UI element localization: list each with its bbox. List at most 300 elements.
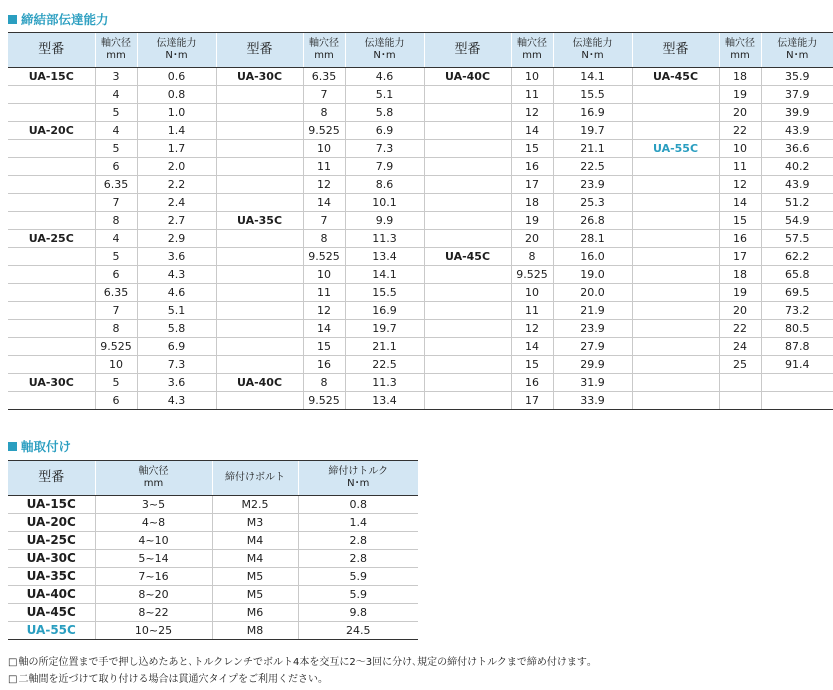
- table-row: [8, 140, 833, 158]
- bore-cell: 10: [719, 140, 761, 158]
- transmission-capacity-table: [8, 32, 833, 410]
- model-cell: [424, 302, 511, 320]
- torque-cell: 16.0: [553, 248, 632, 266]
- col-model: 型番: [424, 33, 511, 68]
- model-cell: UA-45C: [424, 248, 511, 266]
- model-cell: UA-45C: [632, 68, 719, 86]
- torque-cell: 5.9: [298, 568, 418, 586]
- bore-cell: 19: [719, 86, 761, 104]
- bore-cell: 3: [95, 68, 137, 86]
- bore-cell: 14: [303, 320, 345, 338]
- torque-cell: 8.6: [345, 176, 424, 194]
- table-row: [8, 266, 833, 284]
- torque-cell: 14.1: [345, 266, 424, 284]
- model-cell: UA-30C: [8, 550, 95, 568]
- model-cell: [216, 266, 303, 284]
- bore-cell: 5: [95, 140, 137, 158]
- torque-cell: 35.9: [761, 68, 833, 86]
- torque-cell: 21.9: [553, 302, 632, 320]
- model-cell: [8, 320, 95, 338]
- bore-cell: 12: [511, 320, 553, 338]
- bore-cell: 16: [511, 158, 553, 176]
- model-cell: [216, 320, 303, 338]
- torque-cell: 13.4: [345, 392, 424, 410]
- bore-cell: 6.35: [95, 284, 137, 302]
- bore-cell: [719, 374, 761, 392]
- col-bore: 軸穴径 mm: [95, 33, 137, 68]
- bore-cell: 17: [511, 176, 553, 194]
- torque-cell: 7.9: [345, 158, 424, 176]
- notes: [8, 654, 592, 688]
- model-cell: [632, 104, 719, 122]
- model-cell: [424, 230, 511, 248]
- bolt-cell: M3: [212, 514, 298, 532]
- bore-cell: 12: [303, 302, 345, 320]
- bore-cell: 16: [719, 230, 761, 248]
- bore-cell: 19: [511, 212, 553, 230]
- bolt-cell: M4: [212, 532, 298, 550]
- bolt-cell: M5: [212, 568, 298, 586]
- bore-cell: 7: [95, 302, 137, 320]
- model-cell: [8, 284, 95, 302]
- bore-cell: 5~14: [95, 550, 212, 568]
- model-cell: [8, 104, 95, 122]
- model-cell: [424, 176, 511, 194]
- bore-cell: 18: [511, 194, 553, 212]
- bolt-cell: M8: [212, 622, 298, 640]
- torque-cell: 7.3: [345, 140, 424, 158]
- torque-cell: 69.5: [761, 284, 833, 302]
- bore-cell: 8: [303, 374, 345, 392]
- table-row: [8, 622, 418, 640]
- torque-cell: 9.8: [298, 604, 418, 622]
- table-row: [8, 158, 833, 176]
- torque-cell: 73.2: [761, 302, 833, 320]
- model-cell: UA-20C: [8, 122, 95, 140]
- model-cell: [424, 212, 511, 230]
- model-cell: [216, 392, 303, 410]
- torque-cell: 5.8: [137, 320, 216, 338]
- model-cell: [8, 194, 95, 212]
- model-cell: [216, 248, 303, 266]
- model-cell: [424, 158, 511, 176]
- section1-title: 締結部伝達能力: [8, 10, 109, 28]
- bore-cell: 9.525: [303, 248, 345, 266]
- torque-cell: 20.0: [553, 284, 632, 302]
- torque-cell: 19.7: [345, 320, 424, 338]
- col-torque: 伝達能力 N･m: [345, 33, 424, 68]
- bore-cell: 11: [511, 302, 553, 320]
- torque-cell: 19.0: [553, 266, 632, 284]
- torque-cell: 15.5: [553, 86, 632, 104]
- table-row: [8, 356, 833, 374]
- col-torque: 締付けトルク N･m: [298, 461, 418, 496]
- torque-cell: 5.8: [345, 104, 424, 122]
- bore-cell: 6: [95, 392, 137, 410]
- model-cell: [424, 266, 511, 284]
- bore-cell: 8: [511, 248, 553, 266]
- torque-cell: 6.9: [137, 338, 216, 356]
- bore-cell: 5: [95, 374, 137, 392]
- table-row: [8, 122, 833, 140]
- square-bullet-icon: [8, 442, 17, 451]
- col-model: 型番: [632, 33, 719, 68]
- model-cell: [424, 104, 511, 122]
- model-cell: [8, 302, 95, 320]
- model-cell: UA-40C: [216, 374, 303, 392]
- table-row: [8, 586, 418, 604]
- model-cell: UA-35C: [8, 568, 95, 586]
- bolt-cell: M4: [212, 550, 298, 568]
- table-row: [8, 176, 833, 194]
- torque-cell: 14.1: [553, 68, 632, 86]
- bore-cell: 4: [95, 86, 137, 104]
- table-row: [8, 514, 418, 532]
- torque-cell: [761, 374, 833, 392]
- table-row: [8, 284, 833, 302]
- torque-cell: 25.3: [553, 194, 632, 212]
- table-row: [8, 248, 833, 266]
- model-cell: UA-40C: [8, 586, 95, 604]
- bore-cell: 16: [511, 374, 553, 392]
- table-row: [8, 568, 418, 586]
- torque-cell: 4.3: [137, 392, 216, 410]
- col-torque: 伝達能力 N･m: [137, 33, 216, 68]
- bore-cell: 12: [511, 104, 553, 122]
- bore-cell: 15: [303, 338, 345, 356]
- torque-cell: 21.1: [553, 140, 632, 158]
- model-cell: [8, 86, 95, 104]
- torque-cell: 1.0: [137, 104, 216, 122]
- bore-cell: 10: [303, 266, 345, 284]
- bore-cell: 6: [95, 158, 137, 176]
- bore-cell: 10: [511, 68, 553, 86]
- model-cell: [632, 248, 719, 266]
- torque-cell: 4.3: [137, 266, 216, 284]
- model-cell: UA-15C: [8, 68, 95, 86]
- model-cell: [632, 284, 719, 302]
- bore-cell: 10~25: [95, 622, 212, 640]
- bore-cell: 14: [719, 194, 761, 212]
- model-cell: [632, 302, 719, 320]
- bore-cell: 19: [719, 284, 761, 302]
- torque-cell: 2.0: [137, 158, 216, 176]
- torque-cell: 33.9: [553, 392, 632, 410]
- bore-cell: 4~8: [95, 514, 212, 532]
- table-row: [8, 68, 833, 86]
- torque-cell: 16.9: [345, 302, 424, 320]
- bore-cell: 14: [511, 122, 553, 140]
- bore-cell: 8: [95, 212, 137, 230]
- bore-cell: 10: [95, 356, 137, 374]
- model-cell: [632, 356, 719, 374]
- bore-cell: 12: [303, 176, 345, 194]
- torque-cell: 11.3: [345, 230, 424, 248]
- torque-cell: 6.9: [345, 122, 424, 140]
- col-bore: 軸穴径 mm: [511, 33, 553, 68]
- bore-cell: 11: [303, 158, 345, 176]
- model-cell: UA-55C: [8, 622, 95, 640]
- torque-cell: 0.8: [137, 86, 216, 104]
- table-row: [8, 320, 833, 338]
- torque-cell: 13.4: [345, 248, 424, 266]
- col-model: 型番: [216, 33, 303, 68]
- table-row: [8, 392, 833, 410]
- model-cell: [632, 212, 719, 230]
- bore-cell: 7: [95, 194, 137, 212]
- bore-cell: 20: [511, 230, 553, 248]
- torque-cell: 2.8: [298, 550, 418, 568]
- torque-cell: 2.2: [137, 176, 216, 194]
- model-cell: UA-35C: [216, 212, 303, 230]
- torque-cell: 2.4: [137, 194, 216, 212]
- col-bore: 軸穴径 mm: [95, 461, 212, 496]
- bore-cell: 12: [719, 176, 761, 194]
- torque-cell: 2.7: [137, 212, 216, 230]
- model-cell: [216, 104, 303, 122]
- bore-cell: 11: [719, 158, 761, 176]
- col-bore: 軸穴径 mm: [719, 33, 761, 68]
- bore-cell: 5: [95, 104, 137, 122]
- square-bullet-icon: [8, 15, 17, 24]
- torque-cell: 27.9: [553, 338, 632, 356]
- bore-cell: 15: [719, 212, 761, 230]
- torque-cell: 80.5: [761, 320, 833, 338]
- model-cell: [632, 158, 719, 176]
- table-row: [8, 194, 833, 212]
- bore-cell: 3~5: [95, 496, 212, 514]
- bore-cell: 16: [303, 356, 345, 374]
- torque-cell: 4.6: [345, 68, 424, 86]
- model-cell: [8, 140, 95, 158]
- model-cell: [632, 320, 719, 338]
- col-bolt: 締付けボルト: [212, 461, 298, 496]
- model-cell: UA-30C: [216, 68, 303, 86]
- bore-cell: 22: [719, 320, 761, 338]
- bore-cell: 4~10: [95, 532, 212, 550]
- bore-cell: 10: [303, 140, 345, 158]
- bore-cell: 6.35: [95, 176, 137, 194]
- torque-cell: 43.9: [761, 176, 833, 194]
- table-row: [8, 302, 833, 320]
- bore-cell: 25: [719, 356, 761, 374]
- note-1: □ 軸の所定位置まで手で押し込めたあと､トルクレンチでボルト4本を交互に2～3回に分け､規定の締付けトルクまで締め付けます｡: [8, 654, 592, 671]
- bore-cell: [719, 392, 761, 410]
- model-cell: [216, 158, 303, 176]
- model-cell: [8, 266, 95, 284]
- table-row: [8, 86, 833, 104]
- torque-cell: 65.8: [761, 266, 833, 284]
- bore-cell: 24: [719, 338, 761, 356]
- model-cell: [8, 392, 95, 410]
- torque-cell: 10.1: [345, 194, 424, 212]
- model-cell: [216, 338, 303, 356]
- table-row: [8, 496, 418, 514]
- model-cell: [216, 176, 303, 194]
- torque-cell: 1.7: [137, 140, 216, 158]
- bore-cell: 8: [303, 104, 345, 122]
- model-cell: UA-25C: [8, 532, 95, 550]
- torque-cell: [761, 392, 833, 410]
- model-cell: [424, 122, 511, 140]
- bore-cell: 4: [95, 122, 137, 140]
- table-row: [8, 212, 833, 230]
- torque-cell: 1.4: [137, 122, 216, 140]
- model-cell: [216, 230, 303, 248]
- bore-cell: 7: [303, 212, 345, 230]
- torque-cell: 23.9: [553, 176, 632, 194]
- model-cell: [632, 86, 719, 104]
- model-cell: [632, 176, 719, 194]
- table-header-row: [8, 33, 833, 68]
- torque-cell: 16.9: [553, 104, 632, 122]
- mounting-table: [8, 460, 418, 640]
- model-cell: [424, 284, 511, 302]
- torque-cell: 24.5: [298, 622, 418, 640]
- bore-cell: 11: [511, 86, 553, 104]
- model-cell: UA-45C: [8, 604, 95, 622]
- model-cell: [632, 194, 719, 212]
- bore-cell: 18: [719, 68, 761, 86]
- torque-cell: 0.8: [298, 496, 418, 514]
- bore-cell: 9.525: [511, 266, 553, 284]
- table-header-row: [8, 461, 418, 496]
- model-cell: [8, 248, 95, 266]
- model-cell: [216, 122, 303, 140]
- torque-cell: 31.9: [553, 374, 632, 392]
- model-cell: [8, 212, 95, 230]
- bore-cell: 7: [303, 86, 345, 104]
- col-model: 型番: [8, 461, 95, 496]
- model-cell: [8, 176, 95, 194]
- model-cell: [424, 356, 511, 374]
- model-cell: [8, 338, 95, 356]
- table-row: [8, 338, 833, 356]
- table-row: [8, 550, 418, 568]
- model-cell: [424, 338, 511, 356]
- bore-cell: 9.525: [95, 338, 137, 356]
- torque-cell: 39.9: [761, 104, 833, 122]
- section2-title: 軸取付け: [8, 437, 71, 455]
- col-bore: 軸穴径 mm: [303, 33, 345, 68]
- model-cell: [424, 392, 511, 410]
- model-cell: [424, 320, 511, 338]
- torque-cell: 1.4: [298, 514, 418, 532]
- bore-cell: 8: [303, 230, 345, 248]
- torque-cell: 19.7: [553, 122, 632, 140]
- bore-cell: 14: [511, 338, 553, 356]
- torque-cell: 3.6: [137, 374, 216, 392]
- torque-cell: 87.8: [761, 338, 833, 356]
- bore-cell: 6.35: [303, 68, 345, 86]
- bore-cell: 10: [511, 284, 553, 302]
- model-cell: [632, 122, 719, 140]
- note-2: □ 二軸間を近づけて取り付ける場合は貫通穴タイプをご利用ください｡: [8, 671, 592, 688]
- bolt-cell: M5: [212, 586, 298, 604]
- torque-cell: 28.1: [553, 230, 632, 248]
- model-cell: [8, 356, 95, 374]
- torque-cell: 22.5: [553, 158, 632, 176]
- torque-cell: 91.4: [761, 356, 833, 374]
- model-cell: [424, 374, 511, 392]
- torque-cell: 22.5: [345, 356, 424, 374]
- model-cell: [424, 86, 511, 104]
- table-row: [8, 604, 418, 622]
- bore-cell: 9.525: [303, 392, 345, 410]
- model-cell: [8, 158, 95, 176]
- bore-cell: 20: [719, 104, 761, 122]
- model-cell: [632, 230, 719, 248]
- torque-cell: 57.5: [761, 230, 833, 248]
- torque-cell: 62.2: [761, 248, 833, 266]
- torque-cell: 23.9: [553, 320, 632, 338]
- bore-cell: 15: [511, 356, 553, 374]
- col-model: 型番: [8, 33, 95, 68]
- model-cell: [424, 194, 511, 212]
- torque-cell: 5.9: [298, 586, 418, 604]
- bore-cell: 20: [719, 302, 761, 320]
- torque-cell: 21.1: [345, 338, 424, 356]
- torque-cell: 40.2: [761, 158, 833, 176]
- model-cell: [216, 302, 303, 320]
- col-torque: 伝達能力 N･m: [553, 33, 632, 68]
- table-row: [8, 532, 418, 550]
- model-cell: [424, 140, 511, 158]
- bore-cell: 8~22: [95, 604, 212, 622]
- model-cell: [632, 266, 719, 284]
- model-cell: [632, 374, 719, 392]
- bore-cell: 9.525: [303, 122, 345, 140]
- model-cell: [216, 284, 303, 302]
- torque-cell: 2.8: [298, 532, 418, 550]
- torque-cell: 5.1: [137, 302, 216, 320]
- torque-cell: 43.9: [761, 122, 833, 140]
- bore-cell: 15: [511, 140, 553, 158]
- bore-cell: 7~16: [95, 568, 212, 586]
- bore-cell: 6: [95, 266, 137, 284]
- bore-cell: 22: [719, 122, 761, 140]
- model-cell: [632, 392, 719, 410]
- torque-cell: 2.9: [137, 230, 216, 248]
- model-cell: [216, 140, 303, 158]
- model-cell: UA-20C: [8, 514, 95, 532]
- torque-cell: 11.3: [345, 374, 424, 392]
- torque-cell: 0.6: [137, 68, 216, 86]
- torque-cell: 37.9: [761, 86, 833, 104]
- torque-cell: 51.2: [761, 194, 833, 212]
- model-cell: [216, 86, 303, 104]
- torque-cell: 7.3: [137, 356, 216, 374]
- bolt-cell: M6: [212, 604, 298, 622]
- bolt-cell: M2.5: [212, 496, 298, 514]
- bore-cell: 8~20: [95, 586, 212, 604]
- torque-cell: 5.1: [345, 86, 424, 104]
- bore-cell: 17: [511, 392, 553, 410]
- model-cell: UA-30C: [8, 374, 95, 392]
- table-row: [8, 230, 833, 248]
- model-cell: UA-15C: [8, 496, 95, 514]
- torque-cell: 9.9: [345, 212, 424, 230]
- bore-cell: 18: [719, 266, 761, 284]
- torque-cell: 4.6: [137, 284, 216, 302]
- torque-cell: 29.9: [553, 356, 632, 374]
- bore-cell: 11: [303, 284, 345, 302]
- bore-cell: 5: [95, 248, 137, 266]
- col-torque: 伝達能力 N･m: [761, 33, 833, 68]
- model-cell: [216, 194, 303, 212]
- torque-cell: 54.9: [761, 212, 833, 230]
- bore-cell: 17: [719, 248, 761, 266]
